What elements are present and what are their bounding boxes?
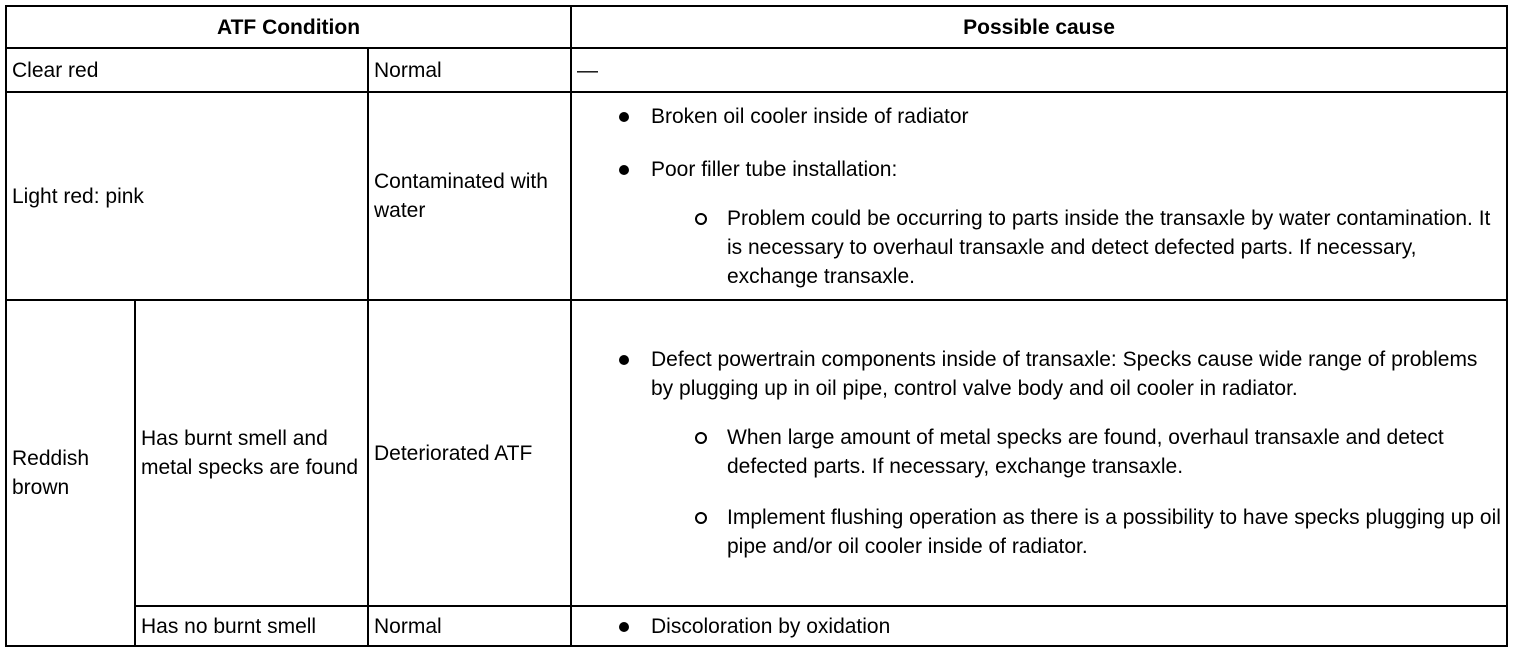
cause-text: Discoloration by oxidation (651, 614, 891, 638)
smell-cell: Has burnt smell and metal specks are found (135, 300, 368, 606)
atf-color-cell: Light red: pink (6, 92, 368, 300)
atf-condition-header: ATF Condition (6, 6, 571, 48)
cause-cell (571, 92, 1507, 300)
list-item (577, 503, 1501, 561)
atf-state-cell: Normal (368, 606, 571, 646)
atf-state-cell: Normal (368, 48, 571, 92)
atf-color-cell: Reddish brown (6, 300, 135, 646)
bullet-icon (619, 112, 629, 122)
table-row (6, 300, 1507, 606)
bullet-icon (619, 622, 629, 632)
bullet-icon (619, 165, 629, 175)
bullet-icon (619, 355, 629, 365)
atf-color-cell: Clear red (6, 48, 368, 92)
list-item (577, 612, 1501, 641)
cause-cell: — (571, 48, 1507, 92)
list-item (577, 102, 1501, 131)
sub-cause-list (577, 423, 1501, 561)
sub-cause-text: Problem could be occurring to parts inside the transaxle by water contamination. It is necessary to overhaul transaxle and detect defected parts. If necessary, exchange transaxle. (727, 206, 1491, 288)
cause-list (577, 612, 1501, 641)
cause-text: Defect powertrain components inside of transaxle: Specks cause wide range of problems by plugging up in oil pipe, control valve body and oil cooler in radiator. (651, 348, 1478, 400)
cause-list (577, 102, 1501, 184)
atf-condition-table (5, 5, 1508, 647)
sub-cause-list (577, 204, 1501, 291)
circle-bullet-icon (695, 213, 707, 225)
table-row (6, 48, 1507, 92)
list-item (577, 423, 1501, 481)
sub-cause-text: When large amount of metal specks are found, overhaul transaxle and detect defected parts. If necessary, exchange transaxle. (727, 426, 1444, 478)
smell-cell: Has no burnt smell (135, 606, 368, 646)
cause-text: Poor filler tube installation: (651, 157, 898, 181)
possible-cause-header: Possible cause (571, 6, 1507, 48)
list-item (577, 204, 1501, 291)
atf-state-cell: Deteriorated ATF (368, 300, 571, 606)
circle-bullet-icon (695, 512, 707, 524)
table-row (6, 92, 1507, 300)
table-row (6, 606, 1507, 646)
cause-list (577, 345, 1501, 403)
circle-bullet-icon (695, 432, 707, 444)
cause-cell (571, 606, 1507, 646)
atf-state-cell: Contaminated with water (368, 92, 571, 300)
cause-cell (571, 300, 1507, 606)
header-row (6, 6, 1507, 48)
list-item (577, 345, 1501, 403)
cause-text: Broken oil cooler inside of radiator (651, 104, 969, 128)
sub-cause-text: Implement flushing operation as there is a possibility to have specks plugging up oil pipe and/or oil cooler inside of radiator. (727, 506, 1501, 558)
list-item (577, 155, 1501, 184)
